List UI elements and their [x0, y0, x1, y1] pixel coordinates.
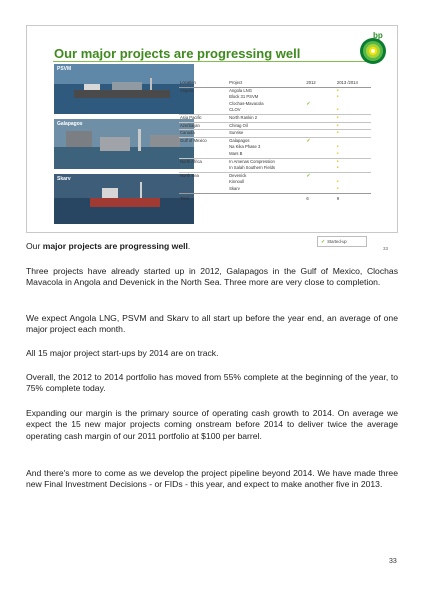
status-2012-cell: [305, 144, 335, 151]
status-2012-cell: [305, 122, 335, 130]
location-cell: [179, 151, 228, 158]
heading-prefix: Our: [26, 241, 43, 251]
page-number: 33: [389, 558, 397, 565]
heading-suffix: .: [187, 241, 191, 251]
table-row: [179, 94, 371, 101]
status-2012-cell: [305, 94, 335, 101]
project-cell: Devenick: [228, 172, 305, 179]
status-2013-cell: •: [336, 130, 371, 138]
project-cell: Kinnoull: [229, 179, 245, 185]
status-2012-cell: [305, 165, 335, 172]
total-2012: 6: [305, 193, 335, 202]
project-cell: North Rankin 2: [228, 114, 305, 122]
location-cell: North Sea: [179, 172, 228, 179]
location-cell: [179, 101, 228, 108]
project-cell: Skarv: [229, 185, 240, 191]
projects-table: [179, 80, 371, 202]
project-cell: Clochas-Mavacola: [229, 100, 264, 106]
column-header: 2012: [305, 80, 335, 87]
status-2013-cell: [336, 101, 371, 108]
table-row: [179, 151, 371, 158]
photo-skarv: [54, 174, 194, 224]
table-row: [179, 137, 371, 144]
location-cell: Angola: [180, 87, 194, 93]
status-2012-cell: ✓: [305, 137, 335, 144]
status-2012-cell: [305, 151, 335, 158]
status-2013-cell: •: [336, 185, 339, 192]
slide-number: 33: [383, 246, 389, 251]
legend-label: Started-up: [327, 239, 347, 244]
paragraph: We expect Angola LNG, PSVM and Skarv to all start up before the year end, an average of one major project each month.: [26, 313, 398, 335]
table-row: [179, 144, 371, 151]
location-cell: Azerbaijan: [179, 122, 228, 130]
status-2013-cell: [336, 172, 371, 179]
paragraph: Overall, the 2012 to 2014 portfolio has moved from 55% complete at the beginning of the year, to 75% complete today.: [26, 372, 398, 394]
status-2012-cell: ✓: [306, 100, 311, 107]
column-header: 2013 /2014: [336, 80, 371, 87]
location-cell: [179, 144, 228, 151]
status-2012-cell: [305, 114, 335, 122]
project-cell: Block 31 PSVM: [229, 94, 259, 100]
location-cell: [179, 94, 228, 101]
table-row: [179, 130, 371, 138]
status-2013-cell: •: [336, 122, 371, 130]
status-2013-cell: •: [336, 179, 339, 186]
table-row: [179, 107, 371, 114]
status-2013-cell: [336, 137, 371, 144]
location-cell: North Africa: [179, 158, 228, 165]
status-2012-cell: [305, 186, 335, 193]
status-2013-cell: •: [336, 158, 371, 165]
check-icon: ✓: [321, 239, 326, 245]
location-cell: Gulf of Mexico: [179, 137, 228, 144]
table-row: [179, 186, 371, 193]
status-2012-cell: [305, 179, 335, 186]
location-cell: Asia Pacific: [179, 114, 228, 122]
slide-image: [26, 25, 398, 251]
title-divider: [53, 61, 369, 62]
table-row: [179, 172, 371, 179]
column-header: Project: [228, 80, 305, 87]
status-2013-cell: •: [336, 150, 339, 157]
status-2012-cell: [305, 107, 335, 114]
column-header: Location: [179, 80, 228, 87]
table-row: [179, 165, 371, 172]
status-2013-cell: •: [336, 144, 339, 151]
project-cell: In Amenas Compression: [228, 158, 305, 165]
status-2012-cell: [305, 130, 335, 138]
slide-title: Our major projects are progressing well: [54, 46, 301, 61]
status-2012-cell: [305, 87, 335, 94]
location-cell: Canada: [179, 130, 228, 138]
status-2012-cell: ✓: [305, 172, 335, 179]
project-cell: Galapagos: [228, 137, 305, 144]
paragraph: All 15 major project start-ups by 2014 are on track.: [26, 348, 219, 358]
empty-cell: [228, 193, 305, 202]
heading-bold: major projects are progressing well: [42, 241, 188, 251]
table-row: [179, 87, 371, 94]
project-cell: Na Kika Phase 3: [229, 144, 261, 150]
table-row: [179, 114, 371, 122]
photo-psvm: [54, 64, 194, 114]
total-2013: 9: [336, 193, 371, 202]
status-2013-cell: •: [336, 107, 339, 114]
project-cell: Sunrise: [228, 130, 305, 138]
table-header-row: [179, 80, 371, 87]
paragraph: And there's more to come as we develop the project pipeline beyond 2014. We have made three new Final Investment Decisions - or FIDs - this year, and expect to make another five in 2013.: [26, 468, 398, 490]
project-cell: Angola LNG: [229, 87, 252, 93]
project-cell: In Salah Southern Fields: [229, 165, 276, 171]
total-label: Total: [179, 193, 228, 202]
status-2012-cell: [305, 158, 335, 165]
table-row: [179, 101, 371, 108]
status-2013-cell: •: [336, 114, 371, 122]
photo-label: Skarv: [57, 176, 71, 182]
section-heading: [26, 241, 398, 252]
table-row: [179, 122, 371, 130]
project-cell: Mars B: [229, 150, 243, 156]
location-cell: [179, 179, 228, 186]
location-cell: [179, 165, 228, 172]
table-total-row: [179, 193, 371, 202]
project-cell: CLOV: [229, 107, 241, 113]
location-cell: [179, 186, 228, 193]
table-row: [179, 158, 371, 165]
location-cell: [179, 107, 228, 114]
project-cell: Chirag Oil: [228, 122, 305, 130]
paragraph: Three projects have already started up in 2012, Galapagos in the Gulf of Mexico, Clochas Mavacola in Angola and Devenick in the North Sea. Three more are very close to completion.: [26, 266, 398, 288]
bp-wordmark: bp: [373, 31, 383, 40]
status-2013-cell: •: [336, 94, 339, 101]
photo-label: PSVM: [57, 66, 72, 72]
photo-label: Galapagos: [57, 121, 83, 127]
table-row: [179, 179, 371, 186]
status-2013-cell: •: [336, 87, 339, 94]
photo-galapagos: [54, 119, 194, 169]
paragraph: Expanding our margin is the primary source of operating cash growth to 2014. On average we expect the 15 new major projects coming onstream before 2014 to deliver twice the average operating cash margin of our 2011 portfolio at $100 per barrel.: [26, 408, 398, 441]
status-2013-cell: •: [336, 165, 339, 172]
